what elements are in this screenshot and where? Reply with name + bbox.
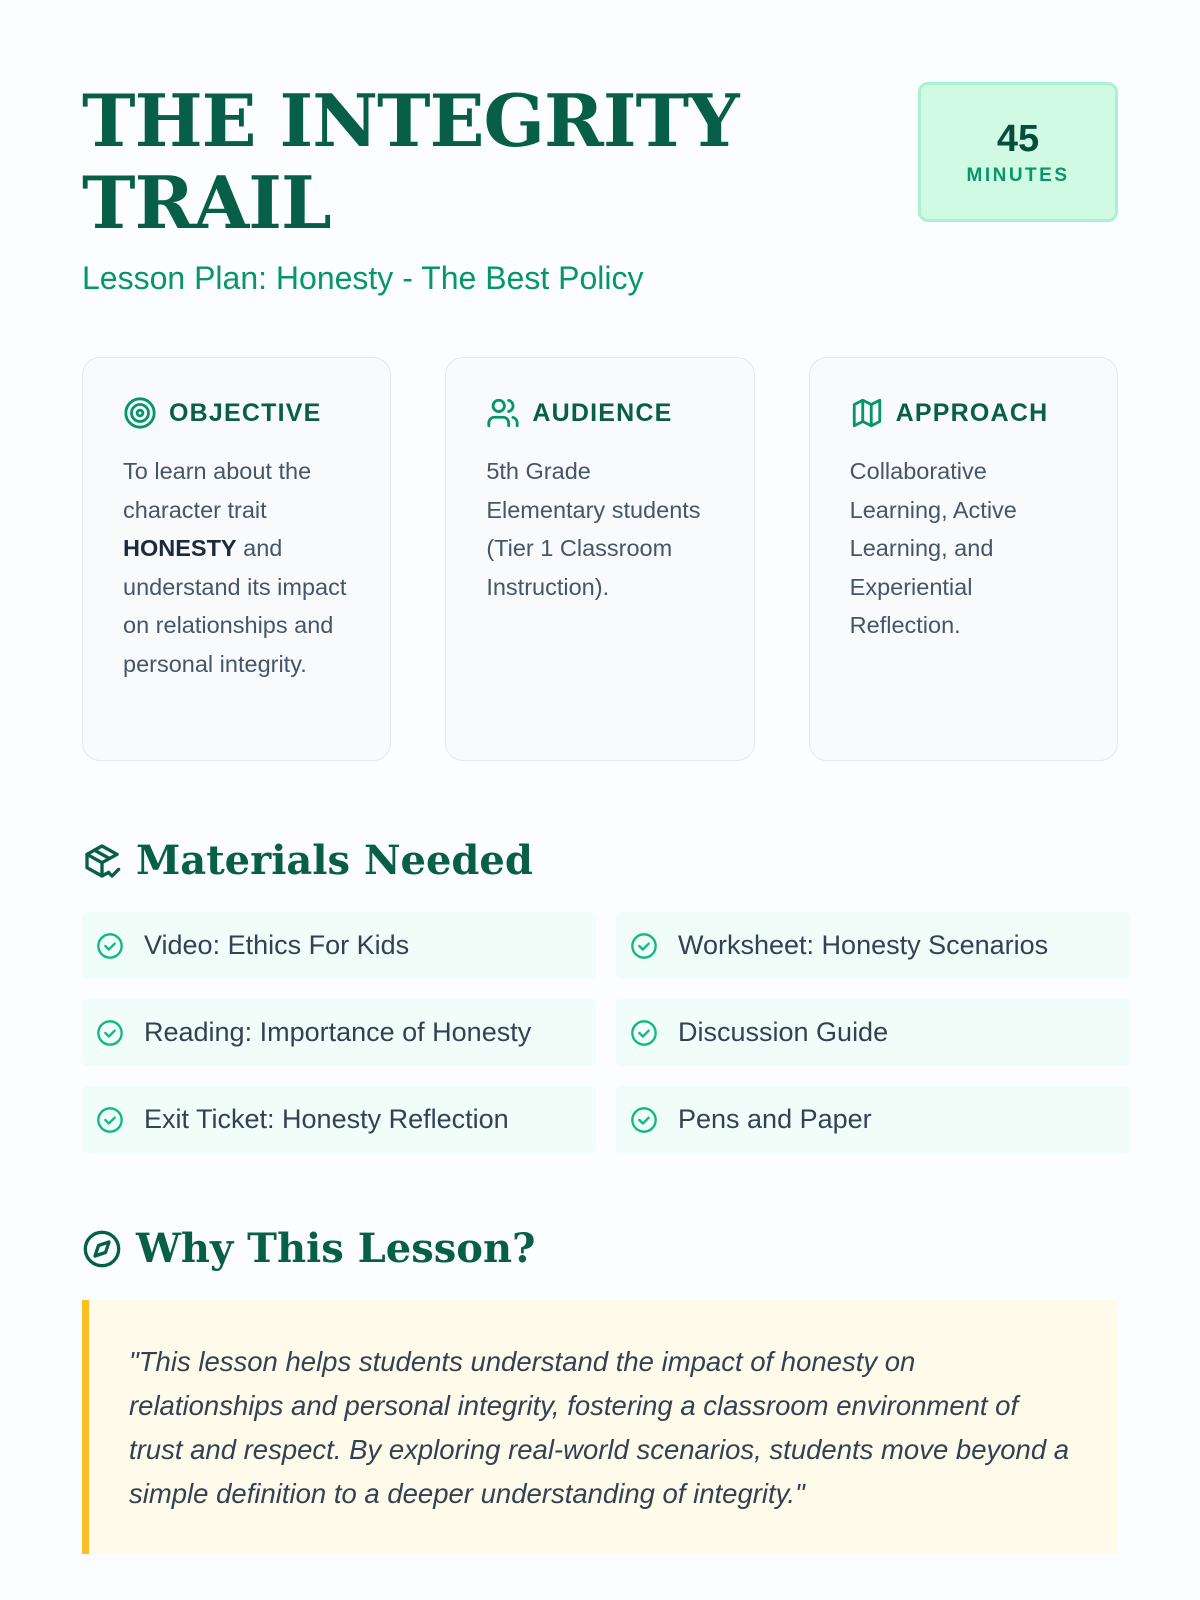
material-item [82, 999, 596, 1066]
check-circle-icon [96, 932, 124, 960]
audience-card [445, 357, 754, 761]
check-circle-icon [630, 1019, 658, 1047]
why-quote [82, 1300, 1118, 1554]
materials-title: Materials Needed [136, 837, 533, 884]
info-cards [82, 357, 1118, 761]
material-item [616, 1086, 1130, 1153]
header [82, 0, 1118, 345]
approach-text: Collaborative Learning, Active Learning, and Experiential Reflection. [849, 458, 1017, 638]
material-label: Worksheet: Honesty Scenarios [678, 930, 1049, 960]
users-icon [486, 396, 520, 430]
duration-value: 45 [996, 118, 1040, 160]
check-circle-icon [96, 1019, 124, 1047]
objective-title: OBJECTIVE [169, 398, 322, 427]
objective-card [82, 357, 391, 761]
duration-unit: MINUTES [966, 165, 1070, 186]
material-item [82, 1086, 596, 1153]
audience-card-header [486, 396, 713, 430]
check-circle-icon [630, 1106, 658, 1134]
objective-keyword: HONESTY [123, 535, 237, 561]
material-label: Video: Ethics For Kids [144, 930, 410, 960]
why-header [82, 1225, 1118, 1272]
material-item [82, 912, 596, 979]
objective-card-header [123, 396, 350, 430]
material-label: Discussion Guide [678, 1017, 889, 1047]
objective-text: To learn about the character trait HONESTY and understand its impact on relationships and personal integrity. [123, 458, 347, 677]
check-circle-icon [96, 1106, 124, 1134]
check-circle-icon [630, 932, 658, 960]
page-title: THE INTEGRITY TRAIL [82, 78, 739, 245]
map-icon [850, 396, 884, 430]
materials-list [82, 912, 1118, 1153]
why-title: Why This Lesson? [136, 1225, 536, 1272]
materials-header [82, 837, 1118, 884]
approach-card-header [850, 396, 1077, 430]
compass-icon [82, 1229, 122, 1269]
why-quote-text: "This lesson helps students understand the impact of honesty on relationships and personal integrity, fostering a classroom environment of trust and respect. By exploring real-world scenarios, students move beyond a simple definition to a deeper understanding of integrity." [129, 1346, 1070, 1509]
material-label: Exit Ticket: Honesty Reflection [144, 1104, 509, 1134]
duration-badge [918, 82, 1118, 222]
material-item [616, 912, 1130, 979]
material-item [616, 999, 1130, 1066]
target-icon [123, 396, 157, 430]
material-label: Reading: Importance of Honesty [144, 1017, 532, 1047]
audience-title: AUDIENCE [532, 398, 673, 427]
approach-card [809, 357, 1118, 761]
package-icon [82, 841, 122, 881]
audience-text: 5th Grade Elementary students (Tier 1 Classroom Instruction). [486, 458, 701, 600]
page-subtitle: Lesson Plan: Honesty - The Best Policy [82, 260, 644, 296]
material-label: Pens and Paper [678, 1104, 872, 1134]
approach-title: APPROACH [895, 398, 1049, 427]
